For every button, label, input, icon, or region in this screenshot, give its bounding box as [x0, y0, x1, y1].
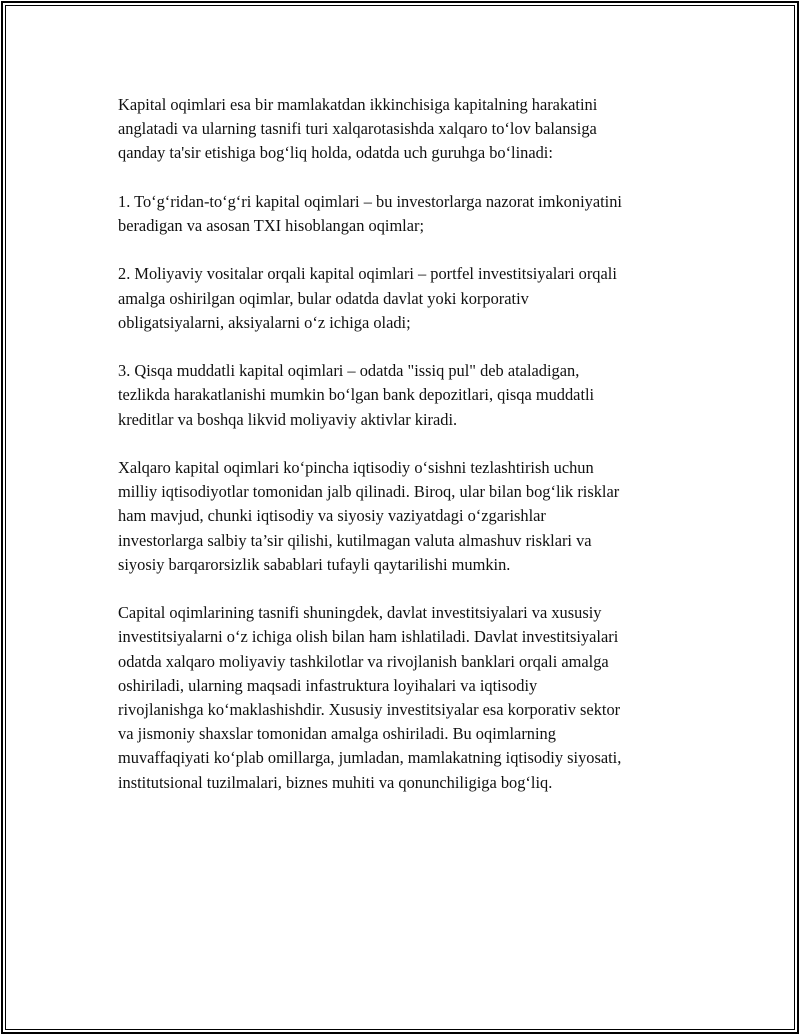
- document-body: [118, 93, 698, 819]
- paragraph-item-3: 3. Qisqa muddatli kapital oqimlari – odatda "issiq pul" deb ataladigan, tezlikda harakatlanishi mumkin bo‘lgan bank depozitlari, qisqa muddatli kreditlar va boshqa likvid moliyaviy aktivlar kiradi.: [118, 361, 595, 429]
- paragraph-item-1: 1. To‘g‘ridan-to‘g‘ri kapital oqimlari – bu investorlarga nazorat imkoniyatini beradigan va asosan TXI hisoblangan oqimlar;: [118, 191, 622, 235]
- paragraph-intro: Kapital oqimlari esa bir mamlakatdan ikkinchisiga kapitalning harakatini anglatadi va ularning tasnifi turi xalqarotasishda xalqaro to‘lov balansiga qanday ta'sir etishiga bog‘liq holda, odatda uch guruhga bo‘linadi:: [118, 95, 598, 163]
- paragraph-item-2: 2. Moliyaviy vositalar orqali kapital oqimlari – portfel investitsiyalari orqali amalga oshirilgan oqimlar, bular odatda davlat yoki korporativ obligatsiyalarni, aksiyalarni o‘z ichiga oladi;: [118, 264, 617, 332]
- paragraph-international-flows: Xalqaro kapital oqimlari ko‘pincha iqtisodiy o‘sishni tezlashtirish uchun milliy iqtisodiyotlar tomonidan jalb qilinadi. Biroq, ular bilan bog‘lik risklar ham mavjud, chunki iqtisodiy va siyosiy vaziyatdagi o‘zgarishlar investorlarga salbiy ta’sir qilishi, kutilmagan valuta almashuv risklari va siyosiy barqarorsizlik sabablari tufayli qaytarilishi mumkin.: [118, 457, 620, 574]
- paragraph-classification: Capital oqimlarining tasnifi shuningdek, davlat investitsiyalari va xususiy investitsiyalarni o‘z ichiga olish bilan ham ishlatiladi. Davlat investitsiyalari odatda xalqaro moliyaviy tashkilotlar va rivojlanish banklari orqali amalga oshiriladi, ularning maqsadi infastruktura loyihalari va iqtisodiy rivojlanishga ko‘maklashishdir. Xususiy investitsiyalar esa korporativ sektor va jismoniy shaxslar tomonidan amalga oshiriladi. Bu oqimlarning muvaffaqiyati ko‘plab omillarga, jumladan, mamlakatning iqtisodiy siyosati, institutsional tuzilmalari, biznes muhiti va qonunchiligiga bog‘liq.: [118, 603, 622, 792]
